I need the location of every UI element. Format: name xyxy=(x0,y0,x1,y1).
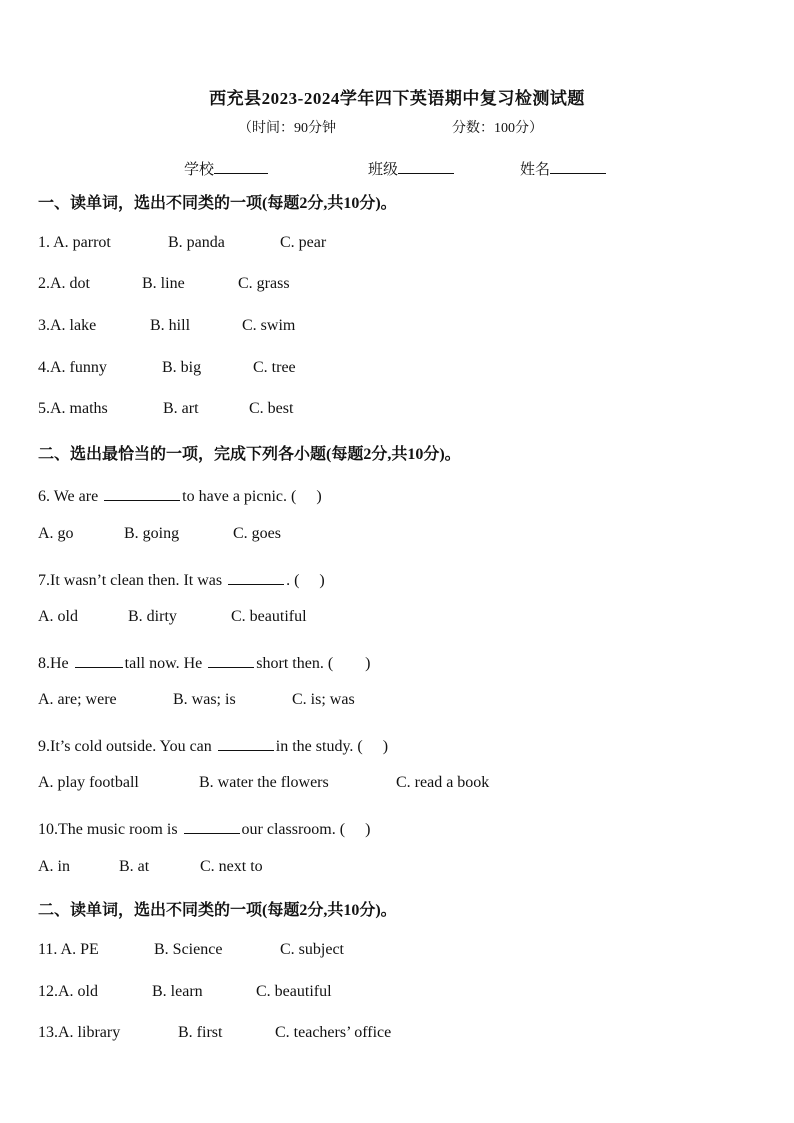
option-c: C. goes xyxy=(233,525,281,542)
question xyxy=(38,275,90,293)
question-stem xyxy=(38,567,325,590)
question xyxy=(38,941,99,959)
option-b: B. art xyxy=(163,400,199,417)
stem-text: in the study. ( ) xyxy=(275,738,389,755)
option-b: B. Science xyxy=(154,941,223,958)
name-label: 姓名 xyxy=(520,162,551,178)
option-a: 11. A. PE xyxy=(38,941,99,958)
stem-text: 10.The music room is xyxy=(38,821,178,838)
option-c: C. best xyxy=(249,400,294,417)
option-b: B. learn xyxy=(152,983,203,1000)
option-c: C. tree xyxy=(253,359,296,376)
stem-text: . ( ) xyxy=(286,572,325,589)
school-field xyxy=(184,158,268,179)
option-c: C. swim xyxy=(242,317,296,334)
option-a: 13.A. library xyxy=(38,1024,121,1041)
option-c: C. read a book xyxy=(396,774,490,791)
answer-blank[interactable] xyxy=(218,736,274,751)
name-blank[interactable] xyxy=(550,159,606,174)
section-heading: 二、选出最恰当的一项，完成下列各小题(每题2分,共10分)。 xyxy=(38,446,461,463)
exam-score: 分数：100分） xyxy=(452,121,543,136)
question xyxy=(38,234,111,252)
option-c: C. pear xyxy=(280,234,327,251)
option-c: C. beautiful xyxy=(256,983,332,1000)
option-c: C. next to xyxy=(200,858,263,875)
exam-time: （时间：90分钟 xyxy=(238,121,336,136)
stem-text: tall now. He xyxy=(124,655,203,672)
stem-text: 9.It’s cold outside. You can xyxy=(38,738,212,755)
question xyxy=(38,317,96,335)
answer-blank[interactable] xyxy=(228,570,284,585)
stem-text: 6. We are xyxy=(38,488,99,505)
option-a: A. old xyxy=(38,608,78,625)
option-c: C. beautiful xyxy=(231,608,307,625)
school-label: 学校 xyxy=(184,162,215,178)
option-c: C. teachers’ office xyxy=(275,1024,392,1041)
option-b: B. water the flowers xyxy=(199,774,329,791)
question-stem xyxy=(38,816,370,839)
option-b: B. was; is xyxy=(173,691,236,708)
question xyxy=(38,1024,120,1042)
option-a: 3.A. lake xyxy=(38,317,97,334)
option-a: A. in xyxy=(38,858,70,875)
option-b: B. at xyxy=(119,858,150,875)
answer-blank[interactable] xyxy=(104,486,180,501)
option-b: B. hill xyxy=(150,317,191,334)
name-field xyxy=(520,158,606,179)
question-stem xyxy=(38,483,322,506)
stem-text: 7.It wasn’t clean then. It was xyxy=(38,572,223,589)
stem-text: 8.He xyxy=(38,655,69,672)
stem-text: our classroom. ( ) xyxy=(241,821,371,838)
option-a: 5.A. maths xyxy=(38,400,108,417)
option-a: 4.A. funny xyxy=(38,359,107,376)
option-b: B. line xyxy=(142,275,185,292)
section-heading: 二、读单词，选出不同类的一项(每题2分,共10分)。 xyxy=(38,902,397,919)
answer-blank[interactable] xyxy=(75,653,123,668)
question xyxy=(38,983,98,1001)
option-c: C. is; was xyxy=(292,691,355,708)
option-c: C. grass xyxy=(238,275,290,292)
school-blank[interactable] xyxy=(214,159,268,174)
class-field xyxy=(368,158,454,179)
option-b: B. dirty xyxy=(128,608,177,625)
page-title: 西充县2023-2024学年四下英语期中复习检测试题 xyxy=(209,89,585,108)
section-heading: 一、读单词，选出不同类的一项(每题2分,共10分)。 xyxy=(38,195,397,212)
stem-text: short then. ( ) xyxy=(256,655,371,672)
answer-blank[interactable] xyxy=(208,653,254,668)
option-b: B. big xyxy=(162,359,202,376)
option-a: A. play football xyxy=(38,774,139,791)
question-stem xyxy=(38,733,388,756)
answer-blank[interactable] xyxy=(184,819,240,834)
option-a: A. are; were xyxy=(38,691,117,708)
option-b: B. first xyxy=(178,1024,223,1041)
class-label: 班级 xyxy=(368,162,399,178)
option-a: A. go xyxy=(38,525,74,542)
option-a: 2.A. dot xyxy=(38,275,90,292)
class-blank[interactable] xyxy=(398,159,454,174)
option-a: 1. A. parrot xyxy=(38,234,111,251)
option-b: B. panda xyxy=(168,234,225,251)
question-stem xyxy=(38,650,370,673)
option-b: B. going xyxy=(124,525,180,542)
option-a: 12.A. old xyxy=(38,983,98,1000)
option-c: C. subject xyxy=(280,941,344,958)
question xyxy=(38,400,108,418)
stem-text: to have a picnic. ( ) xyxy=(182,488,322,505)
question xyxy=(38,359,107,377)
